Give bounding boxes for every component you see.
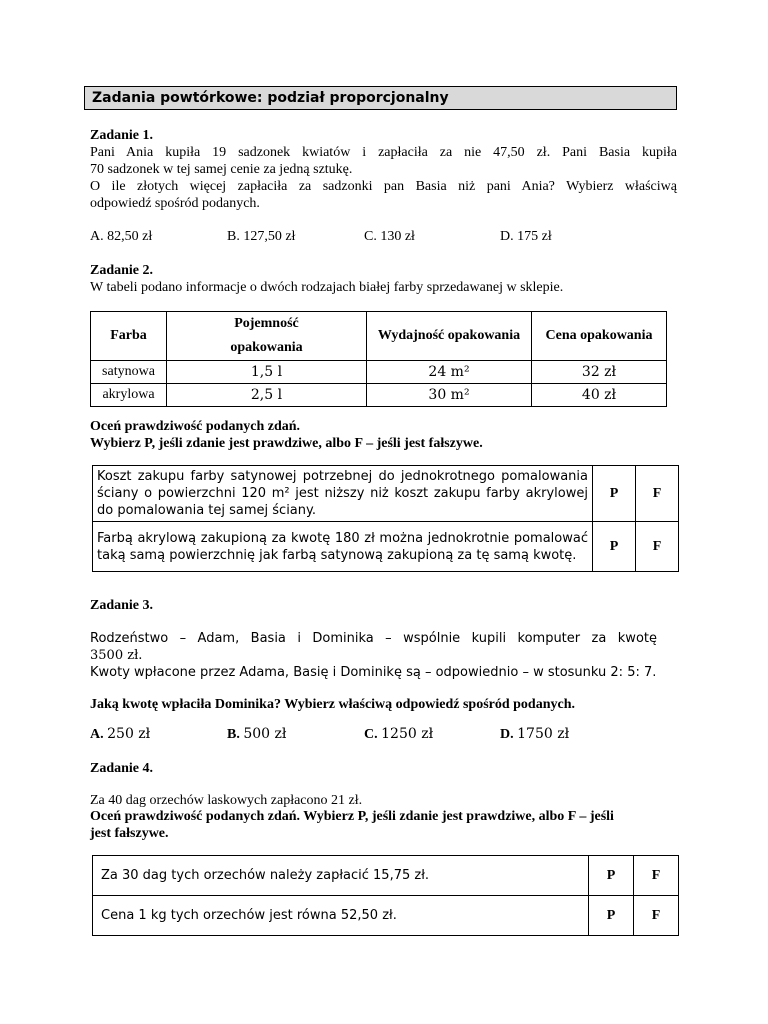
true-button[interactable]: P	[589, 856, 634, 896]
option-letter: D.	[500, 727, 514, 742]
option-letter: C.	[364, 727, 378, 742]
cell-cena: 40 zł	[532, 384, 667, 407]
task2-statement-2: Farbą akrylową zakupioną za kwotę 180 zł można jednokrotnie pomalować taką samą powierzchnię jak farbą satynową zakupioną za tę samą kwotę.	[93, 522, 593, 572]
option-letter: A.	[90, 727, 104, 742]
task3-option-a[interactable]	[90, 726, 150, 743]
col-header-pojemnosc	[167, 312, 367, 361]
cell-farba: satynowa	[91, 361, 167, 384]
task2-statement-1: Koszt zakupu farby satynowej potrzebnej do jednokrotnego pomalowania ściany o powierzchni 120 m² jest niższy niż koszt zakupu farby akrylowej do pomalowania tej samej ściany.	[93, 466, 593, 522]
task3-line-2: 3500 zł.	[90, 648, 143, 663]
task3-option-b[interactable]	[227, 726, 286, 743]
option-value: 500 zł	[243, 726, 287, 742]
table-row	[93, 896, 679, 936]
task3-question: Jaką kwotę wpłaciła Dominika? Wybierz właściwą odpowiedź spośród podanych.	[90, 697, 575, 712]
task3-option-c[interactable]	[364, 726, 433, 743]
cell-cena: 32 zł	[532, 361, 667, 384]
task2-tf-table	[92, 465, 679, 572]
task4-intro: Za 40 dag orzechów laskowych zapłacono 21 zł.	[90, 793, 363, 808]
cell-pojemnosc: 2,5 l	[167, 384, 367, 407]
task1-option-c[interactable]: C. 130 zł	[364, 229, 415, 244]
false-button[interactable]: F	[634, 856, 679, 896]
task1-option-a[interactable]: A. 82,50 zł	[90, 229, 153, 244]
cell-wydajnosc: 24 m²	[367, 361, 532, 384]
table-row	[91, 384, 667, 407]
option-value: 1250 zł	[381, 726, 434, 742]
task1-line-2: 70 sadzonek w tej samej cenie za jedną sztukę.	[90, 162, 353, 177]
table-row	[93, 856, 679, 896]
paint-table	[90, 311, 667, 407]
cell-pojemnosc: 1,5 l	[167, 361, 367, 384]
task1-option-d[interactable]: D. 175 zł	[500, 229, 552, 244]
task1-heading: Zadanie 1.	[90, 128, 154, 143]
title-bar	[84, 86, 677, 110]
task3-option-d[interactable]	[500, 726, 569, 743]
task1-line-1: Pani Ania kupiła 19 sadzonek kwiatów i zapłaciła za nie 47,50 zł. Pani Basia kupiła	[90, 145, 677, 160]
task3-line-3: Kwoty wpłacone przez Adama, Basię i Dominikę są – odpowiednio – w stosunku 2: 5: 7.	[90, 665, 657, 680]
task3-line-1: Rodzeństwo – Adam, Basia i Dominika – wspólnie kupili komputer za kwotę	[90, 631, 657, 646]
task4-tf-table	[92, 855, 679, 936]
task2-heading: Zadanie 2.	[90, 263, 154, 278]
true-button[interactable]: P	[589, 896, 634, 936]
table-row	[93, 466, 679, 522]
task3-heading: Zadanie 3.	[90, 598, 154, 613]
cell-farba: akrylowa	[91, 384, 167, 407]
col-header-pojemnosc-l1: Pojemność	[234, 316, 299, 331]
table-row	[91, 361, 667, 384]
option-value: 1750 zł	[517, 726, 570, 742]
page-title: Zadania powtórkowe: podział proporcjonalny	[92, 90, 449, 106]
task4-statement-2: Cena 1 kg tych orzechów jest równa 52,50 zł.	[93, 896, 589, 936]
true-button[interactable]: P	[593, 522, 636, 572]
false-button[interactable]: F	[636, 466, 679, 522]
col-header-wydajnosc: Wydajność opakowania	[367, 312, 532, 361]
task4-statement-1: Za 30 dag tych orzechów należy zapłacić 15,75 zł.	[93, 856, 589, 896]
col-header-cena: Cena opakowania	[532, 312, 667, 361]
task4-instruction-2: jest fałszywe.	[90, 826, 169, 841]
cell-wydajnosc: 30 m²	[367, 384, 532, 407]
col-header-farba: Farba	[91, 312, 167, 361]
option-value: 250 zł	[107, 726, 151, 742]
task2-intro: W tabeli podano informacje o dwóch rodzajach białej farby sprzedawanej w sklepie.	[90, 280, 564, 295]
task1-line-4: odpowiedź spośród podanych.	[90, 196, 260, 211]
false-button[interactable]: F	[636, 522, 679, 572]
task1-option-b[interactable]: B. 127,50 zł	[227, 229, 296, 244]
option-letter: B.	[227, 727, 240, 742]
table-row	[93, 522, 679, 572]
false-button[interactable]: F	[634, 896, 679, 936]
col-header-pojemnosc-l2: opakowania	[230, 340, 303, 355]
true-button[interactable]: P	[593, 466, 636, 522]
task2-instruction-2: Wybierz P, jeśli zdanie jest prawdziwe, albo F – jeśli jest fałszywe.	[90, 436, 483, 451]
task4-heading: Zadanie 4.	[90, 761, 154, 776]
task2-instruction-1: Oceń prawdziwość podanych zdań.	[90, 419, 301, 434]
task1-line-3: O ile złotych więcej zapłaciła za sadzonki pan Basia niż pani Ania? Wybierz właściwą	[90, 179, 677, 194]
task4-instruction-1: Oceń prawdziwość podanych zdań. Wybierz P, jeśli zdanie jest prawdziwe, albo F – jeśli	[90, 809, 614, 824]
